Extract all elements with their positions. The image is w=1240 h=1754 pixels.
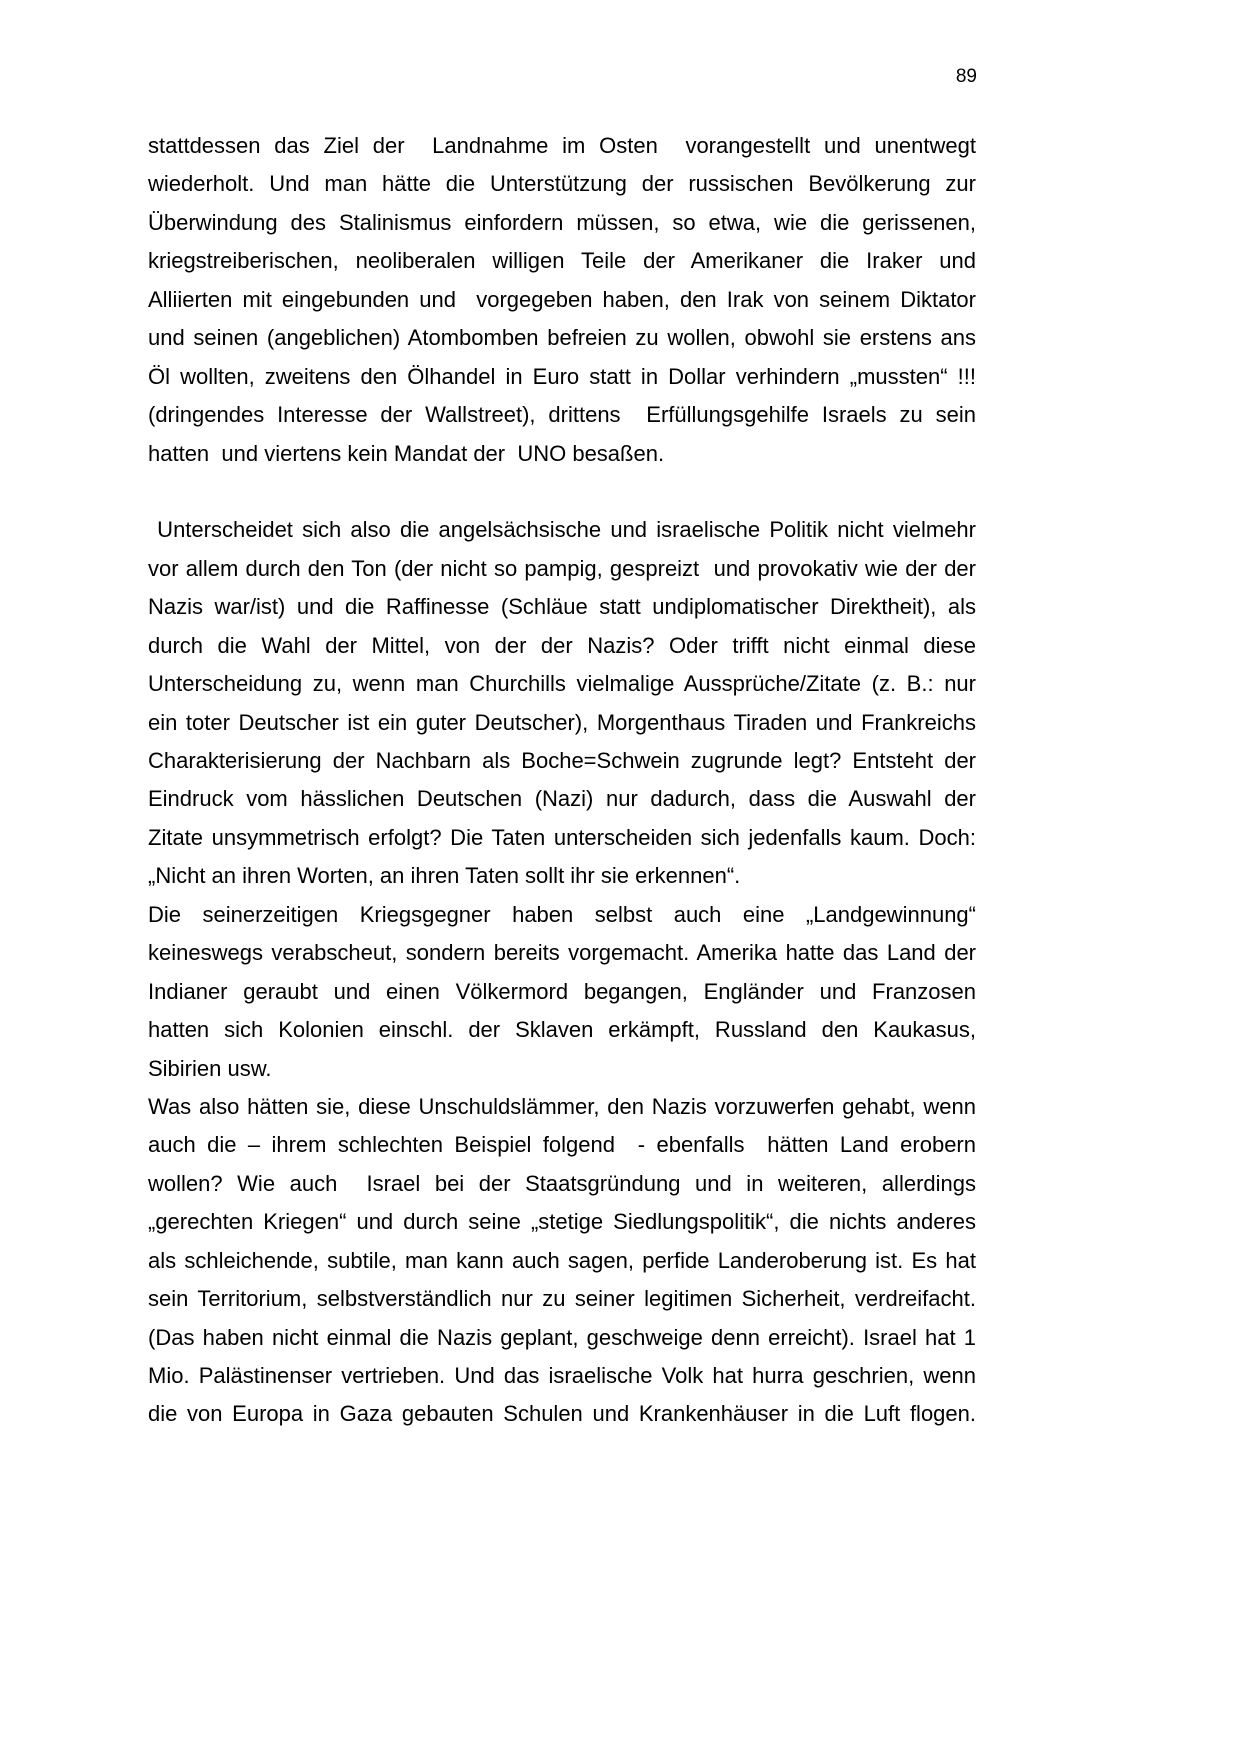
- text-line: Zitate unsymmetrisch erfolgt? Die Taten unterscheiden sich jedenfalls kaum. Doch:: [148, 824, 976, 850]
- text-line: als schleichende, subtile, man kann auch sagen, perfide Landeroberung ist. Es hat: [148, 1247, 976, 1273]
- text-line: Öl wollten, zweitens den Ölhandel in Euro statt in Dollar verhindern „mussten“ !!!: [148, 363, 976, 389]
- text-line: Nazis war/ist) und die Raffinesse (Schläue statt undiplomatischer Direktheit), als: [148, 594, 976, 620]
- text-line: Sibirien usw.: [148, 1055, 272, 1081]
- text-line: Unterscheidet sich also die angelsächsische und israelische Politik nicht vielmehr: [148, 517, 976, 543]
- text-line: (Das haben nicht einmal die Nazis geplant, geschweige denn erreicht). Israel hat 1: [148, 1324, 976, 1350]
- text-line: sein Territorium, selbstverständlich nur zu seiner legitimen Sicherheit, verdreifacht.: [148, 1286, 976, 1312]
- blank-line: [148, 473, 976, 511]
- text-line: ein toter Deutscher ist ein guter Deutscher), Morgenthaus Tiraden und Frankreichs: [148, 709, 976, 735]
- text-line: keineswegs verabscheut, sondern bereits vorgemacht. Amerika hatte das Land der: [148, 940, 976, 966]
- text-line: kriegstreiberischen, neoliberalen willigen Teile der Amerikaner die Iraker und: [148, 248, 976, 274]
- text-line: auch die – ihrem schlechten Beispiel folgend - ebenfalls hätten Land erobern: [148, 1132, 976, 1158]
- page-number: 89: [955, 66, 977, 87]
- text-line: Unterscheidung zu, wenn man Churchills vielmalige Aussprüche/Zitate (z. B.: nur: [148, 671, 976, 697]
- text-line: hatten und viertens kein Mandat der UNO besaßen.: [148, 440, 665, 466]
- text-line: „Nicht an ihren Worten, an ihren Taten sollt ihr sie erkennen“.: [148, 863, 741, 889]
- text-line: „gerechten Kriegen“ und durch seine „stetige Siedlungspolitik“, die nichts anderes: [148, 1209, 976, 1235]
- text-line: Alliierten mit eingebunden und vorgegeben haben, den Irak von seinem Diktator: [148, 286, 976, 312]
- text-line: Die seinerzeitigen Kriegsgegner haben selbst auch eine „Landgewinnung“: [148, 901, 976, 927]
- text-line: wollen? Wie auch Israel bei der Staatsgründung und in weiteren, allerdings: [148, 1170, 976, 1196]
- text-line: stattdessen das Ziel der Landnahme im Osten vorangestellt und unentwegt: [148, 133, 976, 158]
- text-line: und seinen (angeblichen) Atombomben befreien zu wollen, obwohl sie erstens ans: [148, 325, 976, 351]
- text-line: wiederholt. Und man hätte die Unterstützung der russischen Bevölkerung zur: [148, 171, 976, 197]
- text-line: vor allem durch den Ton (der nicht so pampig, gespreizt und provokativ wie der der: [148, 555, 976, 581]
- text-line: durch die Wahl der Mittel, von der der Nazis? Oder trifft nicht einmal diese: [148, 632, 976, 658]
- text-line: hatten sich Kolonien einschl. der Sklaven erkämpft, Russland den Kaukasus,: [148, 1017, 976, 1043]
- text-line: Überwindung des Stalinismus einfordern müssen, so etwa, wie die gerissenen,: [148, 209, 976, 235]
- text-line: Mio. Palästinenser vertrieben. Und das israelische Volk hat hurra geschrien, wenn: [148, 1363, 976, 1388]
- text-line: Charakterisierung der Nachbarn als Boche=Schwein zugrunde legt? Entsteht der: [148, 748, 976, 773]
- body-text: [148, 127, 976, 1434]
- text-line: Was also hätten sie, diese Unschuldslämmer, den Nazis vorzuwerfen gehabt, wenn: [148, 1093, 976, 1119]
- text-line: die von Europa in Gaza gebauten Schulen und Krankenhäuser in die Luft flogen.: [148, 1401, 976, 1427]
- text-line: (dringendes Interesse der Wallstreet), drittens Erfüllungsgehilfe Israels zu sein: [148, 402, 976, 428]
- text-line: Indianer geraubt und einen Völkermord begangen, Engländer und Franzosen: [148, 978, 976, 1004]
- text-line: Eindruck vom hässlichen Deutschen (Nazi) nur dadurch, dass die Auswahl der: [148, 786, 976, 812]
